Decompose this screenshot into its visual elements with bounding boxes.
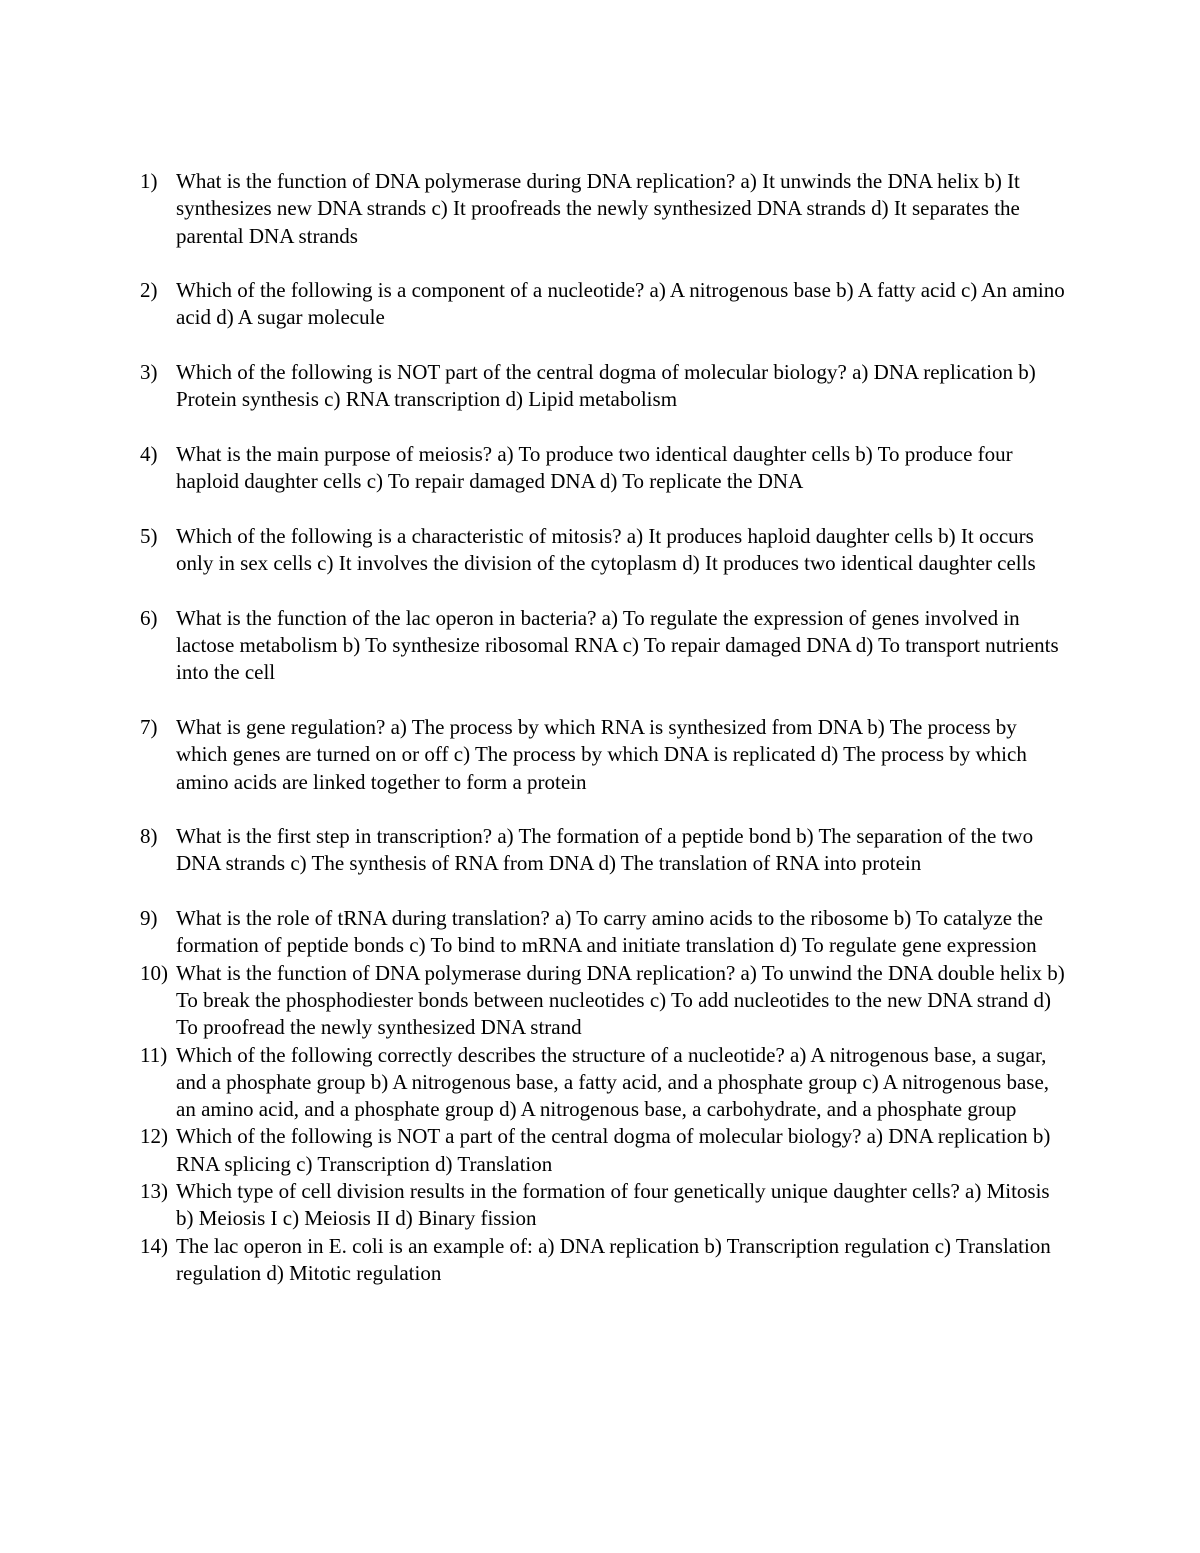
question-number: 12) [140,1124,168,1149]
question-number: 13) [140,1178,168,1203]
question-text: The lac operon in E. coli is an example of: a) DNA replication b) Transcription regulation c) Translation regulation d) Mitotic regulation [176,1233,1051,1285]
question-item [140,1178,1070,1233]
question-number: 11) [140,1042,168,1067]
question-text: What is gene regulation? a) The process by which RNA is synthesized from DNA b) The process by which genes are turned on or off c) The process by which DNA is replicated d) The process by which amino acids are linked together to form a protein [176,714,1027,794]
question-text: What is the function of the lac operon in bacteria? a) To regulate the expression of genes involved in lactose metabolism b) To synthesize ribosomal RNA c) To repair damaged DNA d) To transport nutrients into the cell [176,605,1059,685]
question-item [140,960,1070,1042]
question-item [140,168,1070,250]
question-text: Which of the following is NOT a part of the central dogma of molecular biology? a) DNA replication b) RNA splicing c) Transcription d) Translation [176,1124,1051,1176]
question-item [140,441,1070,496]
question-text: Which type of cell division results in the formation of four genetically unique daughter cells? a) Mitosis b) Meiosis I c) Meiosis II d) Binary fission [176,1178,1050,1231]
question-number: 5) [140,523,158,548]
question-text: What is the first step in transcription? a) The formation of a peptide bond b) The separation of the two DNA strands c) The synthesis of RNA from DNA d) The translation of RNA into protein [176,824,1034,876]
question-item [140,605,1070,687]
question-number: 10) [140,960,168,985]
question-number: 8) [140,824,158,849]
question-item [140,359,1070,414]
question-item [140,277,1070,332]
question-item [140,1123,1070,1178]
question-item [140,714,1070,796]
question-item [140,1233,1070,1288]
question-number: 4) [140,441,158,466]
question-text: Which of the following is a component of a nucleotide? a) A nitrogenous base b) A fatty acid c) An amino acid d) A sugar molecule [176,278,1065,330]
question-number: 2) [140,278,158,303]
question-text: Which of the following correctly describes the structure of a nucleotide? a) A nitrogenous base, a sugar, and a phosphate group b) A nitrogenous base, a fatty acid, and a phosphate group c) A nitrogenous base, an amino acid, and a phosphate group d) A nitrogenous base, a carbohydrate, and a phosphate group [176,1042,1050,1122]
question-number: 3) [140,360,158,385]
question-text: Which of the following is NOT part of the central dogma of molecular biology? a) DNA replication b) Protein synthesis c) RNA transcription d) Lipid metabolism [176,360,1036,412]
question-number: 7) [140,714,158,739]
question-text: What is the function of DNA polymerase during DNA replication? a) To unwind the DNA double helix b) To break the phosphodiester bonds between nucleotides c) To add nucleotides to the new DNA strand d) To proofread the newly synthesized DNA strand [176,960,1065,1040]
question-item [140,1042,1070,1124]
question-number: 9) [140,906,158,931]
question-list [140,168,1070,1287]
question-item [140,523,1070,578]
question-text: What is the main purpose of meiosis? a) To produce two identical daughter cells b) To produce four haploid daughter cells c) To repair damaged DNA d) To replicate the DNA [176,441,1013,494]
question-text: What is the role of tRNA during translation? a) To carry amino acids to the ribosome b) To catalyze the formation of peptide bonds c) To bind to mRNA and initiate translation d) To regulate gene expression [176,906,1043,958]
question-number: 1) [140,169,158,193]
question-item [140,905,1070,960]
question-text: Which of the following is a characteristic of mitosis? a) It produces haploid daughter cells b) It occurs only in sex cells c) It involves the division of the cytoplasm d) It produces two identical daughter cells [176,523,1036,576]
question-number: 6) [140,605,158,630]
question-item [140,823,1070,878]
question-number: 14) [140,1233,168,1258]
question-text: What is the function of DNA polymerase during DNA replication? a) It unwinds the DNA helix b) It synthesizes new DNA strands c) It proofreads the newly synthesized DNA strands d) It separates the parental DNA strands [176,169,1020,248]
